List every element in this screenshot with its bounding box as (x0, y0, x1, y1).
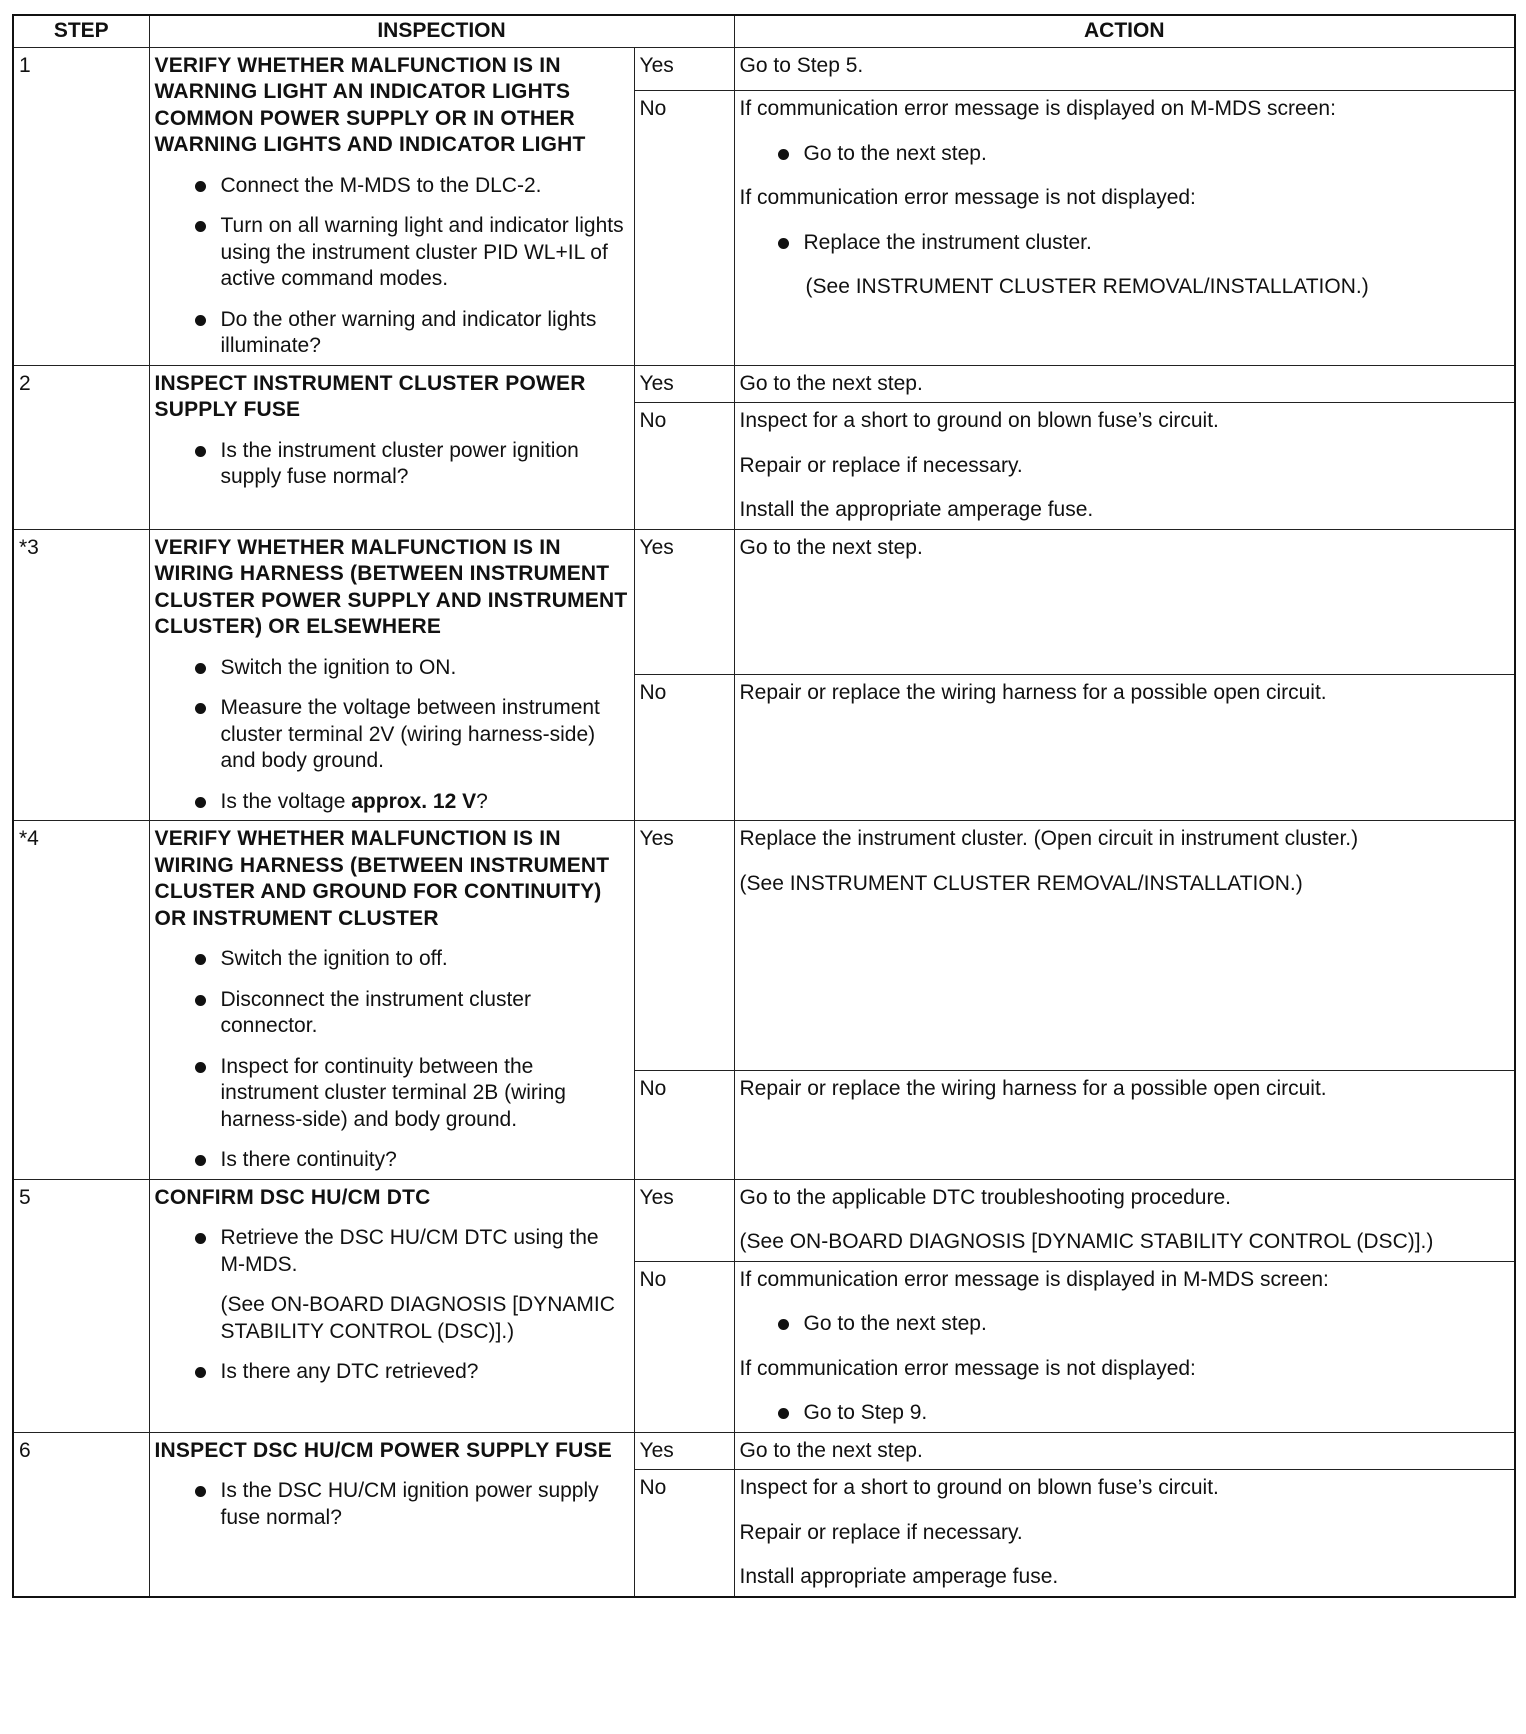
yes-action: Go to Step 5. (734, 47, 1515, 91)
no-action: Repair or replace the wiring harness for a possible open circuit. (734, 1070, 1515, 1179)
action-bullet: Go to Step 9. (778, 1400, 1510, 1427)
action-line: Inspect for a short to ground on blown fuse’s circuit. (739, 409, 1219, 432)
bullet-item: Connect the M-MDS to the DLC-2. (195, 173, 629, 200)
no-label: No (634, 675, 734, 821)
action-line: (See INSTRUMENT CLUSTER REMOVAL/INSTALLATION.) (739, 871, 1303, 895)
yes-action: Go to the next step. (734, 529, 1515, 675)
bullet-item: Is there any DTC retrieved? (195, 1359, 629, 1386)
action-header: ACTION (734, 15, 1515, 47)
action-line: Go to the applicable DTC troubleshooting procedure. (739, 1185, 1231, 1209)
yes-label: Yes (634, 529, 734, 675)
step-number: 2 (13, 365, 149, 529)
inspection-cell (149, 529, 634, 821)
step-title: INSPECT DSC HU/CM POWER SUPPLY FUSE (154, 1438, 612, 1462)
step-1-yes-row (13, 47, 1515, 91)
bullet-note: (See ON-BOARD DIAGNOSIS [DYNAMIC STABILITY CONTROL (DSC)].) (220, 1293, 615, 1343)
bullet-item: Switch the ignition to ON. (195, 655, 629, 682)
step-title: VERIFY WHETHER MALFUNCTION IS IN WIRING HARNESS (BETWEEN INSTRUMENT CLUSTER POWER SUPPLY AND INSTRUMENT CLUSTER) OR ELSEWHERE (154, 535, 628, 638)
inspection-bullets (155, 655, 629, 816)
step-number: 6 (13, 1432, 149, 1597)
inspection-header: INSPECTION (149, 15, 734, 47)
bullet-item: Disconnect the instrument cluster connector. (195, 987, 629, 1040)
action-line: Repair or replace if necessary. (739, 1520, 1023, 1544)
yes-label: Yes (634, 1432, 734, 1470)
inspection-cell (149, 365, 634, 529)
bullet-item: Switch the ignition to off. (195, 946, 629, 973)
step-2-yes-row (13, 365, 1515, 403)
step-6-yes-row (13, 1432, 1515, 1470)
inspection-bullets (155, 438, 629, 491)
step-title: VERIFY WHETHER MALFUNCTION IS IN WARNING LIGHT AN INDICATOR LIGHTS COMMON POWER SUPPLY OR IN OTHER WARNING LIGHTS AND INDICATOR LIGHT (154, 53, 586, 156)
action-bullet: Go to the next step. (778, 1311, 1510, 1338)
no-label: No (634, 91, 734, 365)
step-number: 1 (13, 47, 149, 365)
bullet-item: Is the DSC HU/CM ignition power supply fuse normal? (195, 1478, 629, 1531)
inspection-cell (149, 821, 634, 1180)
yes-label: Yes (634, 821, 734, 1071)
step-title: CONFIRM DSC HU/CM DTC (154, 1185, 431, 1209)
yes-action (734, 821, 1515, 1071)
no-label: No (634, 403, 734, 530)
no-action (734, 91, 1515, 365)
inspection-cell (149, 47, 634, 365)
action-line: If communication error message is not displayed: (739, 186, 1196, 210)
yes-action: Go to the next step. (734, 365, 1515, 403)
action-line: Install appropriate amperage fuse. (739, 1565, 1059, 1588)
no-label: No (634, 1261, 734, 1432)
bullet-item: Retrieve the DSC HU/CM DTC using the M-MDS. (See ON-BOARD DIAGNOSIS [DYNAMIC STABILITY CONTROL (DSC)].) (195, 1225, 629, 1345)
inspection-bullets (155, 946, 629, 1174)
action-bullet: Go to the next step. (778, 141, 1510, 168)
step-number: *3 (13, 529, 149, 821)
header-row (13, 15, 1515, 47)
step-5-yes-row (13, 1179, 1515, 1261)
inspection-bullets (155, 1478, 629, 1531)
bullet-item: Is the instrument cluster power ignition supply fuse normal? (195, 438, 629, 491)
no-action (734, 403, 1515, 530)
step-number: 5 (13, 1179, 149, 1432)
action-line: Install the appropriate amperage fuse. (739, 498, 1094, 521)
bullet-item: Is the voltage approx. 12 V? (195, 789, 629, 816)
troubleshooting-table (12, 14, 1516, 1598)
troubleshooting-sheet (12, 14, 1514, 1598)
no-label: No (634, 1070, 734, 1179)
bullet-item: Do the other warning and indicator lights illuminate? (195, 307, 629, 360)
action-line: If communication error message is displayed in M-MDS screen: (739, 1267, 1329, 1291)
action-line: If communication error message is not displayed: (739, 1356, 1196, 1380)
no-label: No (634, 1470, 734, 1597)
yes-label: Yes (634, 47, 734, 91)
step-header: STEP (13, 15, 149, 47)
no-action: Repair or replace the wiring harness for a possible open circuit. (734, 675, 1515, 821)
bullet-item: Measure the voltage between instrument cluster terminal 2V (wiring harness-side) and body ground. (195, 695, 629, 775)
inspection-cell (149, 1179, 634, 1432)
action-line: If communication error message is displayed on M-MDS screen: (739, 97, 1336, 121)
action-line: (See ON-BOARD DIAGNOSIS [DYNAMIC STABILITY CONTROL (DSC)].) (739, 1230, 1434, 1253)
inspection-cell (149, 1432, 634, 1597)
yes-label: Yes (634, 1179, 734, 1261)
step-3-yes-row (13, 529, 1515, 675)
yes-action: Go to the next step. (734, 1432, 1515, 1470)
step-4-yes-row (13, 821, 1515, 1071)
action-line: Replace the instrument cluster. (Open circuit in instrument cluster.) (739, 827, 1359, 850)
inspection-bullets (155, 173, 629, 360)
action-bullet: Replace the instrument cluster. (778, 230, 1510, 257)
yes-action (734, 1179, 1515, 1261)
bullet-item: Inspect for continuity between the instrument cluster terminal 2B (wiring harness-side) and body ground. (195, 1054, 629, 1134)
no-action (734, 1470, 1515, 1597)
no-action (734, 1261, 1515, 1432)
step-title: INSPECT INSTRUMENT CLUSTER POWER SUPPLY FUSE (154, 371, 586, 421)
action-note: (See INSTRUMENT CLUSTER REMOVAL/INSTALLATION.) (805, 275, 1369, 299)
bullet-item: Is there continuity? (195, 1147, 629, 1174)
action-line: Inspect for a short to ground on blown fuse’s circuit. (739, 1476, 1219, 1499)
yes-label: Yes (634, 365, 734, 403)
step-number: *4 (13, 821, 149, 1180)
action-line: Repair or replace if necessary. (739, 453, 1023, 477)
step-title: VERIFY WHETHER MALFUNCTION IS IN WIRING HARNESS (BETWEEN INSTRUMENT CLUSTER AND GROUND FOR CONTINUITY) OR INSTRUMENT CLUSTER (154, 827, 610, 930)
bullet-item: Turn on all warning light and indicator lights using the instrument cluster PID WL+IL of active command modes. (195, 213, 629, 293)
inspection-bullets (155, 1225, 629, 1386)
